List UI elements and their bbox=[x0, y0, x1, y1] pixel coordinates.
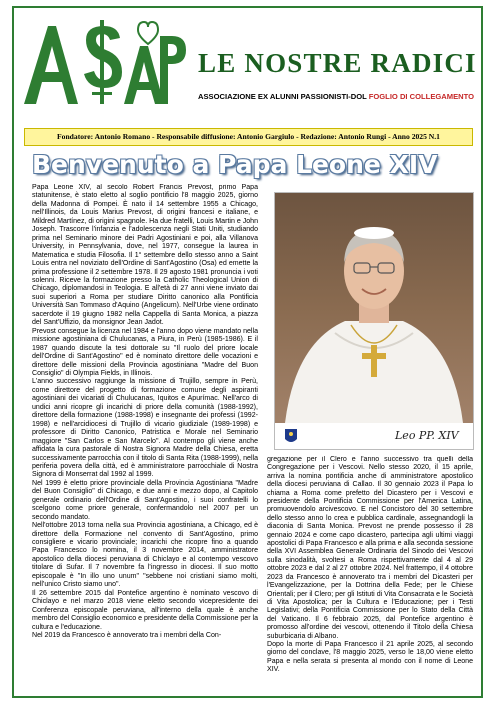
asap-logo-graphic bbox=[20, 16, 188, 112]
newsletter-title: LE NOSTRE RADICI bbox=[198, 48, 477, 78]
pope-portrait-graphic bbox=[275, 193, 473, 449]
pope-portrait bbox=[274, 192, 474, 450]
subtitle-foglio: FOGLIO DI COLLEGAMENTO bbox=[368, 92, 475, 101]
article-paragraph: Papa Leone XIV, al secolo Robert Francis Prevost, primo Papa statunitense, è stato eletto al soglio pontificio l'8 maggio 2025, giorno della Madonna di Pompei. È nato il 14 settembre 1955 a Chicago, nell'Illinois, da Louis Marius Prevost, di origini francesi e italiane, e Mildred Martínez, di origini spagnole. Ha due fratelli, Louis Martin e John Joseph. Trascorre l'infanzia e l'adolescenza negli Stati Uniti, studiando prima nel Seminario minore dei Padri Agostiniani e poi, alla Villanova University, in Pennsylvania, dove, nel 1977, consegue la laurea in Matematica e studia Filosofia. Il 1° settembre dello stesso anno a Saint Louis entra nel noviziato dell'Ordine di Sant'Agostino (Osa) ed emette la prima professione il 2 settembre 1978. Il 29 agosto 1981 pronuncia i voti solenni. Riceve la formazione presso la Catholic Theological Union di Chicago, diplomandosi in Teologia. E all'età di 27 anni viene inviato dai suoi superiori a Roma per studiare Diritto canonico alla Pontificia Università San Tommaso d'Aquino (Angelicum). Nell'Urbe viene ordinato sacerdote il 19 giugno 1982 nella Cappella di Santa Monica, a piazza del Sant'Uffizio, da monsignor Jean Jadot. bbox=[32, 184, 258, 327]
papal-coat-of-arms-icon bbox=[285, 429, 297, 442]
article-paragraph: gregazione per il Clero e l'anno successivo tra quelli della Congregazione per i Vescovi. Nello stesso 2020, il 15 aprile, arriva la nomina pontificia anche di amministratore apostolico della diocesi peruviana di Callao. Il 30 gennaio 2023 il Papa lo chiama a Roma come prefetto del Dicastero per i Vescovi e presidente della Pontificia Commissione per l'America Latina, promuovendolo arcivescovo. E nel Concistoro del 30 settembre dello stesso anno lo crea e pubblica cardinale, assegnandogli la diaconia di Santa Monica. Prevost ne prende possesso il 28 gennaio 2024 e come capo dicastero, partecipa agli ultimi viaggi apostolici di Papa Francesco e alla prima e alla seconda sessione della XVI Assemblea Generale Ordinaria del Sinodo dei Vescovi sulla sinodalità, svoltesi a Roma rispettivamente dal 4 al 29 ottobre 2023 e dal 2 al 27 ottobre 2024. Nel frattempo, il 4 ottobre 2023 da Francesco è annoverato tra i membri del Dicasteri per l'Evangelizzazione, per la Dottrina della Fede; per le Chiese Orientali; per il Clero; per gli Istituti di Vita Consacrata e le Società di Vita Apostolica; per la Cultura e l'Educazione; per i Testi Legislativi; della Pontificia Commissione per lo Stato della Città del Vaticano. Il 6 febbraio 2025, dal Pontefice argentino è promosso all'ordine dei vescovi, ottenendo il Titolo della Chiesa suburbicaria di Albano. bbox=[267, 456, 473, 640]
article-headline: Benvenuto a Papa Leone XIV bbox=[32, 150, 438, 179]
masthead bbox=[14, 8, 481, 120]
article-paragraph: L'anno successivo raggiunge la missione di Trujillo, sempre in Perù, come direttore del progetto di formazione comune degli aspiranti agostiniani dei vicariati di Chulucanas, Iquitos e Apurímac. Nell'arco di undici anni ricopre gli incarichi di priore della comunità (1988-1992), direttore della formazione (1988-1998) e insegnante dei professi (1992-1998) e nell'arcidiocesi di Trujillo di vicario giudiziale (1989-1998) e professore di Diritto Canonico, Patristica e Morale nel Seminario maggiore "San Carlos e San Marcelo". Al contempo gli viene anche affidata la cura pastorale di Nostra Signora Madre della Chiesa, eretta successivamente parrocchia con il titolo di Santa Rita (1988-1999), nella periferia povera della città, ed è amministratore parrocchiale di Nostra Signora di Monserrat dal 1992 al 1999. bbox=[32, 378, 258, 479]
newsletter-page bbox=[12, 6, 483, 698]
article-column-right bbox=[267, 456, 473, 696]
editorial-info-bar: Fondatore: Antonio Romano - Responsabile diffusione: Antonio Gargiulo - Redazione: Antonio Rungi - Anno 2025 N.1 bbox=[24, 128, 473, 146]
asap-logo bbox=[20, 16, 188, 112]
subtitle-association: ASSOCIAZIONE EX ALUNNI PASSIONISTI-DOL bbox=[198, 92, 369, 101]
pope-signature: Leo PP. XIV bbox=[395, 429, 459, 442]
article-paragraph: Prevost consegue la licenza nel 1984 e l'anno dopo viene mandato nella missione agostiniana di Chulucanas, a Piura, in Perù (1985-1986). E il 1987 quando discute la tesi dottorale su "Il ruolo del priore locale dell'Ordine di Sant'Agostino" ed è nominato direttore delle vocazioni e direttore delle missioni della Provincia agostiniana "Madre del Buon Consiglio" di Olympia Fields, in Illinois. bbox=[32, 327, 258, 377]
article-paragraph: Nel 1999 è eletto priore provinciale della Provincia Agostiniana "Madre del Buon Consiglio" di Chicago, e due anni e mezzo dopo, al Capitolo generale ordinario dell'Ordine di Sant'Agostino, i suoi confratelli lo scelgono come priore generale, confermandolo nel 2007 per un secondo mandato. bbox=[32, 479, 258, 521]
article-paragraph: Dopo la morte di Papa Francesco il 21 aprile 2025, al secondo giorno del conclave, l'8 maggio 2025, verso le 18,00 viene eletto Papa e nella serata si presenta al mondo con il nome di Leone XIV. bbox=[267, 640, 473, 674]
article-column-left bbox=[32, 184, 258, 674]
article-paragraph: Il 26 settembre 2015 dal Pontefice argentino è nominato vescovo di Chiclayo e nel marzo 2018 viene eletto secondo vicepresidente dei Conferenza episcopale peruviana, all'interno della quale è anche membro del Consiglio economico e presidente della Commissione per la cultura e l'educazione. bbox=[32, 589, 258, 631]
newsletter-subtitle bbox=[198, 92, 480, 101]
article-paragraph: Nel 2019 da Francesco è annoverato tra i membri della Con- bbox=[32, 632, 222, 640]
article-paragraph: Nell'ottobre 2013 torna nella sua Provincia agostiniana, a Chicago, ed è direttore della Formazione nel convento di Sant'Agostino, primo consigliere e vicario provinciale; incarichi che ricopre fino a quando Papa Francesco lo nomina, il 3 novembre 2014, amministratore apostolico della diocesi peruviana di Chiclayo e al contempo vescovo titolare di Sufar. Il 7 novembre fa l'ingresso in diocesi. Il suo motto episcopale è "In illo uno unum" "sebbene noi cristiani siamo molti, nell'unico Cristo siamo uno". bbox=[32, 522, 258, 589]
